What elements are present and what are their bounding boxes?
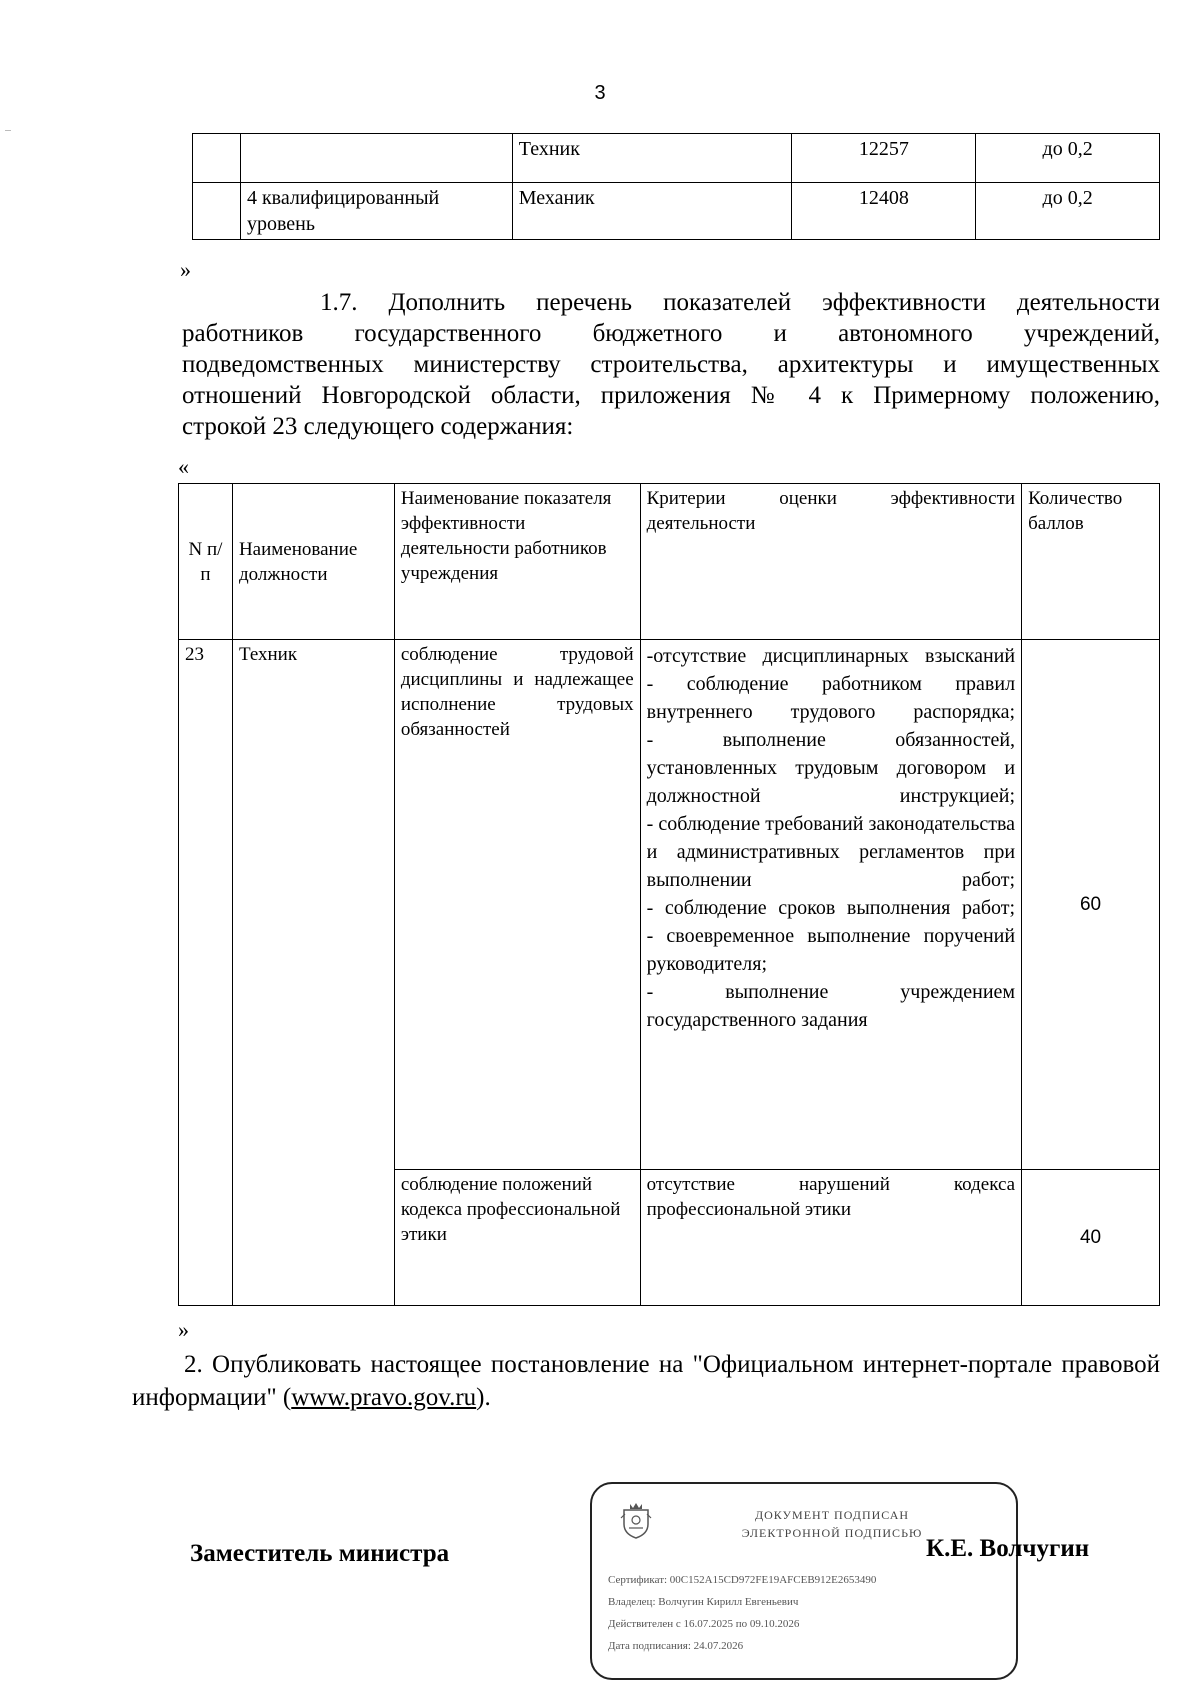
paragraph-line: 1.7. Дополнить перечень показателей эффективности деятельности bbox=[320, 289, 1160, 316]
paragraph-1-7 bbox=[182, 287, 1160, 442]
opening-quote: « bbox=[178, 454, 189, 479]
criteria-item: - своевременное выполнение поручений руководителя; bbox=[646, 925, 1016, 975]
signer-name: К.Е. Волчугин bbox=[926, 1535, 1090, 1562]
header-points: Количество баллов bbox=[1022, 484, 1160, 640]
closing-quote: » bbox=[178, 1317, 189, 1342]
stamp-owner: Владелец: Волчугин Кирилл Евгеньевич bbox=[608, 1596, 799, 1608]
table-row bbox=[193, 134, 1160, 183]
stamp-validity: Действителен с 16.07.2025 по 09.10.2026 bbox=[608, 1618, 800, 1630]
stamp-heading-line: ДОКУМЕНТ ПОДПИСАН bbox=[754, 1508, 910, 1522]
header-position: Наименование должности bbox=[232, 484, 394, 640]
criteria-ethics: отсутствие нарушений кодекса профессиональной этики bbox=[640, 1170, 1021, 1306]
qualification-table bbox=[192, 133, 1160, 240]
criteria-item: - соблюдение сроков выполнения работ; bbox=[646, 897, 1016, 919]
paragraph-line: работников государственного бюджетного и автономного учреждений, bbox=[182, 320, 1160, 347]
criteria-item: -отсутствие дисциплинарных взысканий bbox=[646, 645, 1016, 667]
table-cell bbox=[193, 134, 241, 183]
paragraph-text: 2. Опубликовать настоящее постановление на "Официальном интернет-портале правовой информации" ( bbox=[132, 1351, 1160, 1411]
electronic-signature-stamp bbox=[590, 1482, 1018, 1680]
coefficient: до 0,2 bbox=[976, 183, 1160, 240]
profession-code: 12408 bbox=[792, 183, 976, 240]
table-cell bbox=[193, 183, 241, 240]
table-header-row bbox=[179, 484, 1160, 640]
position-name: Техник bbox=[512, 134, 792, 183]
indicators-table bbox=[178, 483, 1160, 1306]
table-row bbox=[193, 183, 1160, 240]
criteria-item: - соблюдение требований законодательства и административных регламентов при выполнении работ; bbox=[646, 813, 1016, 891]
position-name: Механик bbox=[512, 183, 792, 240]
points-discipline: 60 bbox=[1022, 640, 1160, 1170]
criteria-item: - выполнение учреждением государственного задания bbox=[646, 981, 1016, 1031]
points-ethics: 40 bbox=[1022, 1170, 1160, 1306]
qualification-level: 4 квалифицированный уровень bbox=[240, 183, 512, 240]
qualification-level bbox=[240, 134, 512, 183]
signer-title: Заместитель министра bbox=[190, 1540, 450, 1567]
coefficient: до 0,2 bbox=[976, 134, 1160, 183]
closing-quote: » bbox=[180, 257, 191, 282]
header-num: N п/п bbox=[179, 484, 233, 640]
paragraph-line: строкой 23 следующего содержания: bbox=[182, 413, 574, 440]
profession-code: 12257 bbox=[792, 134, 976, 183]
row-num: 23 bbox=[179, 640, 233, 1306]
header-criteria: Критерии оценки эффективности деятельности bbox=[640, 484, 1021, 640]
criteria-item: - соблюдение работником правил внутреннего трудового распорядка; bbox=[646, 673, 1016, 723]
criteria-discipline bbox=[640, 640, 1021, 1170]
stamp-signed-date: Дата подписания: 24.07.2026 bbox=[608, 1640, 744, 1652]
criteria-item: - выполнение обязанностей, установленных трудовым договором и должностной инструкцией; bbox=[646, 729, 1016, 807]
stamp-certificate: Сертификат: 00C152A15CD972FE19AFCEB912E2653490 bbox=[608, 1574, 877, 1586]
indicator-ethics: соблюдение положений кодекса профессиональной этики bbox=[394, 1170, 640, 1306]
header-indicator: Наименование показателя эффективности деятельности работников учреждения bbox=[394, 484, 640, 640]
page-number: 3 bbox=[594, 82, 606, 104]
paragraph-line: отношений Новгородской области, приложения № 4 к Примерному положению, bbox=[182, 382, 1160, 409]
margin-mark bbox=[5, 130, 11, 131]
coat-of-arms-icon bbox=[620, 1500, 652, 1540]
row-position: Техник bbox=[232, 640, 394, 1306]
pravo-link[interactable]: www.pravo.gov.ru bbox=[291, 1384, 477, 1411]
stamp-heading-line: ЭЛЕКТРОННОЙ ПОДПИСЬЮ bbox=[741, 1526, 923, 1540]
indicator-discipline: соблюдение трудовой дисциплины и надлежащее исполнение трудовых обязанностей bbox=[394, 640, 640, 1170]
paragraph-tail: ). bbox=[476, 1384, 491, 1411]
paragraph-2 bbox=[132, 1348, 1160, 1414]
paragraph-line: подведомственных министерству строительства, архитектуры и имущественных bbox=[182, 351, 1160, 378]
table-row bbox=[179, 640, 1160, 1170]
